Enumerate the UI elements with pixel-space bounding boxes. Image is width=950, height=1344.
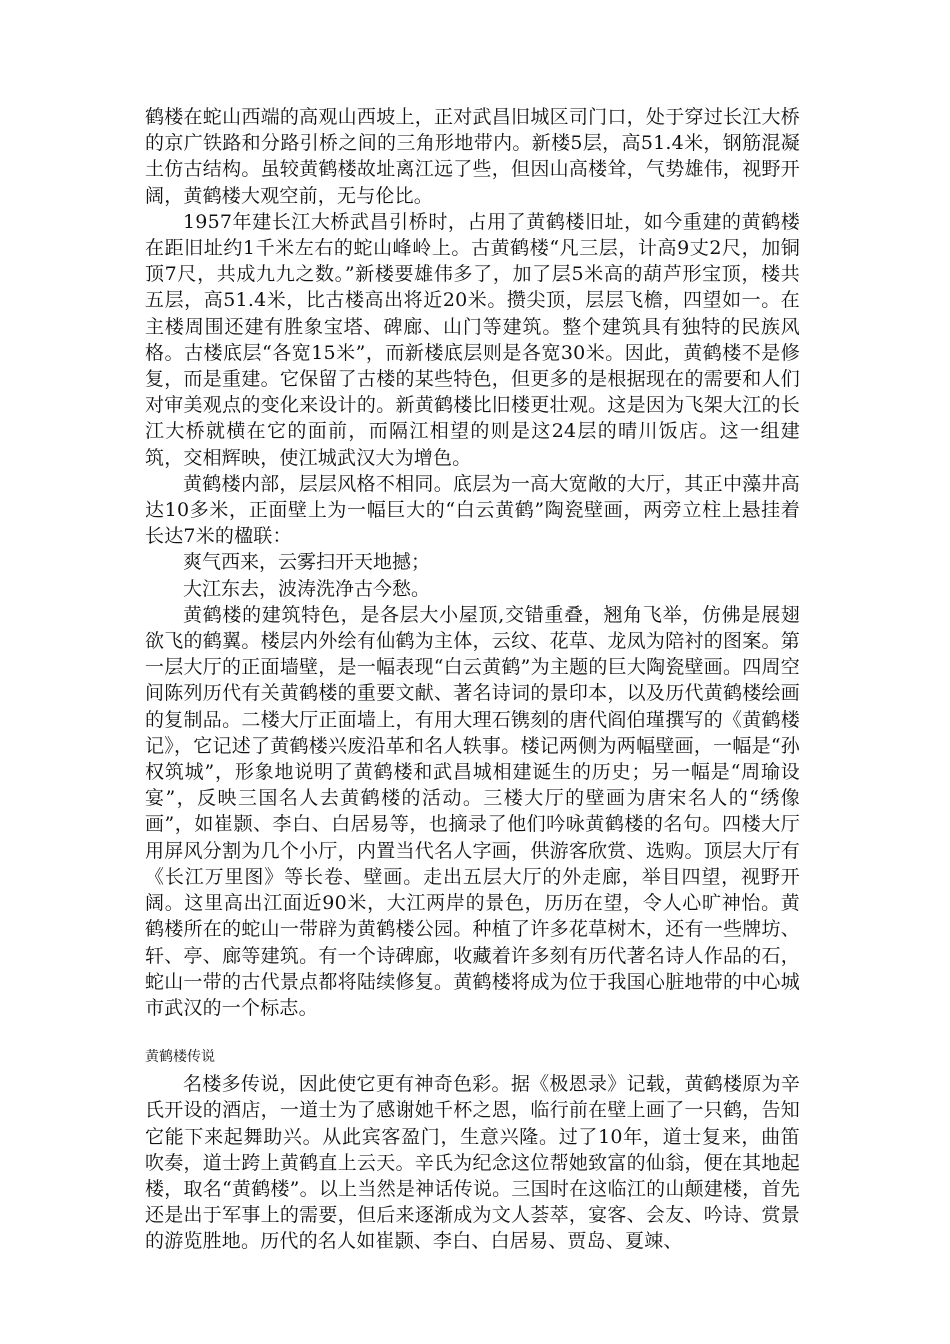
couplet-line-1: 爽气西来，云雾扫开天地撼；	[183, 551, 431, 574]
paragraph-architecture: 黄鹤楼的建筑特色，是各层大小屋顶,交错重叠，翘角飞举，仿佛是展翅欲飞的鹤翼。楼层内外绘有仙鹤为主体，云纹、花草、龙凤为陪衬的图案。第一层大厅的正面墙壁，是一幅表现“白云黄鹤”为主题的巨大陶瓷壁画。四周空间陈列历代有关黄鹤楼的重要文献、著名诗词的景印本，以及历代黄鹤楼绘画的复制品。二楼大厅正面墙上，有用大理石镌刻的唐代阎伯瑾撰写的《黄鹤楼记》，它记述了黄鹤楼兴废沿革和名人轶事。楼记两侧为两幅壁画，一幅是“孙权筑城”，形象地说明了黄鹤楼和武昌城相建诞生的历史；另一幅是“周瑜设宴”，反映三国名人去黄鹤楼的活动。三楼大厅的壁画为唐宋名人的“绣像画”，如崔颢、李白、白居易等，也摘录了他们吟咏黄鹤楼的名句。四楼大厅用屏风分割为几个小厅，内置当代名人字画，供游客欣赏、选购。顶层大厅有《长江万里图》等长卷、壁画。走出五层大厅的外走廊，举目四望，视野开阔。这里高出江面近90米，大江两岸的景色，历历在望，令人心旷神怡。黄鹤楼所在的蛇山一带辟为黄鹤楼公园。种植了许多花草树木，还有一些牌坊、轩、亭、廊等建筑。有一个诗碑廊，收藏着许多刻有历代著名诗人作品的石，蛇山一带的古代景点都将陆续修复。黄鹤楼将成为位于我国心脏地带的中心城市武汉的一个标志。	[145, 603, 800, 1019]
paragraph-location: 鹤楼在蛇山西端的高观山西坡上，正对武昌旧城区司门口，处于穿过长江大桥的京广铁路和分路引桥之间的三角形地带内。新楼5层，高51.4米，钢筋混凝土仿古结构。虽较黄鹤楼故址离江远了些，但因山高楼耸，气势雄伟，视野开阔，黄鹤楼大观空前，无与伦比。	[145, 106, 800, 207]
paragraph-interior: 黄鹤楼内部，层层风格不相同。底层为一高大宽敞的大厅，其正中藻井高达10多米，正面壁上为一幅巨大的“白云黄鹤”陶瓷壁画，两旁立柱上悬挂着长达7米的楹联：	[145, 472, 800, 548]
document-page	[145, 104, 800, 1255]
paragraph-legend: 名楼多传说，因此使它更有神奇色彩。据《极恩录》记载，黄鹤楼原为辛氏开设的酒店，一道士为了感谢她千杯之恩，临行前在壁上画了一只鹤，告知它能下来起舞助兴。从此宾客盈门，生意兴隆。过了10年，道士复来，曲笛吹奏，道士跨上黄鹤直上云天。辛氏为纪念这位帮她致富的仙翁，便在其地起楼，取名“黄鹤楼”。以上当然是神话传说。三国时在这临江的山颠建楼，首先还是出于军事上的需要，但后来逐渐成为文人荟萃，宴客、会友、吟诗、赏景的游览胜地。历代的名人如崔颢、李白、白居易、贾岛、夏竦、	[145, 1073, 800, 1253]
paragraph-reconstruction: 1957年建长江大桥武昌引桥时，占用了黄鹤楼旧址，如今重建的黄鹤楼在距旧址约1千米左右的蛇山峰岭上。古黄鹤楼“凡三层，计高9丈2尺，加铜顶7尺，共成九九之数。”新楼要雄伟多了，加了层5米高的葫芦形宝顶，楼共五层，高51.4米，比古楼高出将近20米。攒尖顶，层层飞檐，四望如一。在主楼周围还建有胜象宝塔、碑廊、山门等建筑。整个建筑具有独特的民族风格。古楼底层“各宽15米”，而新楼底层则是各宽30米。因此，黄鹤楼不是修复，而是重建。它保留了古楼的某些特色，但更多的是根据现在的需要和人们对审美观点的变化来设计的。新黄鹤楼比旧楼更壮观。这是因为飞架大江的长江大桥就横在它的面前，而隔江相望的则是这24层的晴川饭店。这一组建筑，交相辉映，使江城武汉大为增色。	[145, 210, 800, 469]
couplet-line-2: 大江东去，波涛洗净古今愁。	[183, 577, 431, 600]
section-heading-legend: 黄鹤楼传说	[145, 1049, 215, 1066]
